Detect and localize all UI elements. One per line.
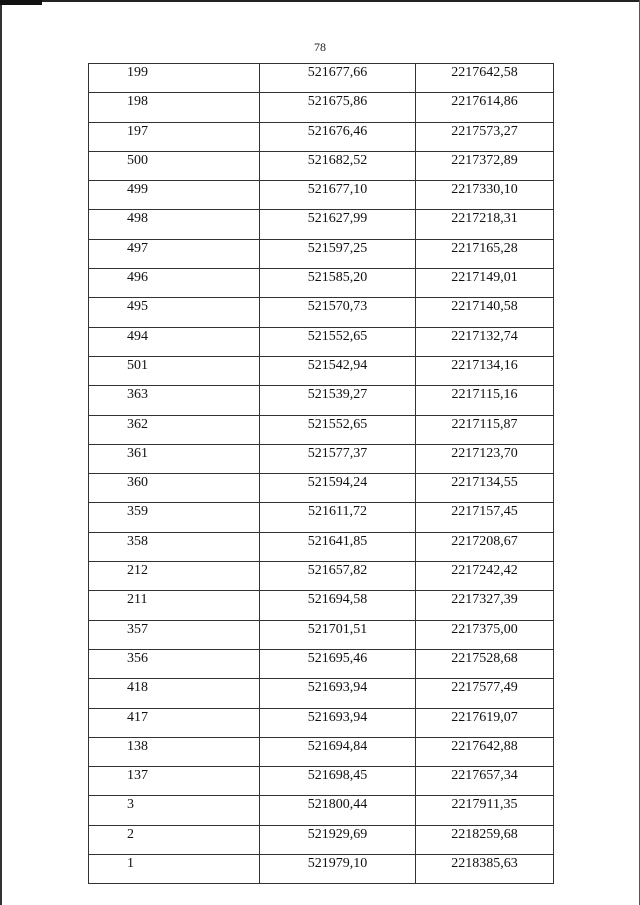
y-coordinate-cell: 2217157,45 bbox=[416, 503, 554, 532]
point-number-cell: 361 bbox=[89, 444, 260, 473]
point-number-cell: 499 bbox=[89, 181, 260, 210]
table-row bbox=[89, 210, 554, 239]
point-number-cell: 498 bbox=[89, 210, 260, 239]
x-coordinate-cell: 521552,65 bbox=[260, 415, 416, 444]
table-row bbox=[89, 93, 554, 122]
y-coordinate-cell: 2217208,67 bbox=[416, 532, 554, 561]
table-row bbox=[89, 562, 554, 591]
y-coordinate-cell: 2217573,27 bbox=[416, 122, 554, 151]
table-row bbox=[89, 708, 554, 737]
coordinates-table-body bbox=[89, 64, 554, 884]
y-coordinate-cell: 2217657,34 bbox=[416, 767, 554, 796]
x-coordinate-cell: 521677,10 bbox=[260, 181, 416, 210]
x-coordinate-cell: 521695,46 bbox=[260, 649, 416, 678]
point-number-cell: 417 bbox=[89, 708, 260, 737]
point-number-cell: 494 bbox=[89, 327, 260, 356]
table-row bbox=[89, 122, 554, 151]
y-coordinate-cell: 2217115,87 bbox=[416, 415, 554, 444]
y-coordinate-cell: 2217123,70 bbox=[416, 444, 554, 473]
x-coordinate-cell: 521594,24 bbox=[260, 474, 416, 503]
point-number-cell: 360 bbox=[89, 474, 260, 503]
y-coordinate-cell: 2217140,58 bbox=[416, 298, 554, 327]
table-row bbox=[89, 356, 554, 385]
x-coordinate-cell: 521800,44 bbox=[260, 796, 416, 825]
table-row bbox=[89, 474, 554, 503]
table-row bbox=[89, 269, 554, 298]
y-coordinate-cell: 2218385,63 bbox=[416, 855, 554, 884]
y-coordinate-cell: 2217134,55 bbox=[416, 474, 554, 503]
x-coordinate-cell: 521611,72 bbox=[260, 503, 416, 532]
table-row bbox=[89, 532, 554, 561]
page-top-edge bbox=[0, 0, 640, 2]
table-row bbox=[89, 591, 554, 620]
x-coordinate-cell: 521657,82 bbox=[260, 562, 416, 591]
x-coordinate-cell: 521979,10 bbox=[260, 855, 416, 884]
x-coordinate-cell: 521701,51 bbox=[260, 620, 416, 649]
y-coordinate-cell: 2217528,68 bbox=[416, 649, 554, 678]
point-number-cell: 496 bbox=[89, 269, 260, 298]
table-row bbox=[89, 796, 554, 825]
point-number-cell: 211 bbox=[89, 591, 260, 620]
x-coordinate-cell: 521542,94 bbox=[260, 356, 416, 385]
x-coordinate-cell: 521597,25 bbox=[260, 239, 416, 268]
point-number-cell: 137 bbox=[89, 767, 260, 796]
point-number-cell: 138 bbox=[89, 737, 260, 766]
page-number: 78 bbox=[314, 40, 326, 54]
x-coordinate-cell: 521577,37 bbox=[260, 444, 416, 473]
y-coordinate-cell: 2217375,00 bbox=[416, 620, 554, 649]
y-coordinate-cell: 2217327,39 bbox=[416, 591, 554, 620]
x-coordinate-cell: 521552,65 bbox=[260, 327, 416, 356]
y-coordinate-cell: 2217218,31 bbox=[416, 210, 554, 239]
y-coordinate-cell: 2217134,16 bbox=[416, 356, 554, 385]
x-coordinate-cell: 521675,86 bbox=[260, 93, 416, 122]
point-number-cell: 500 bbox=[89, 151, 260, 180]
table-row bbox=[89, 620, 554, 649]
point-number-cell: 2 bbox=[89, 825, 260, 854]
x-coordinate-cell: 521694,58 bbox=[260, 591, 416, 620]
page-left-edge bbox=[0, 0, 2, 905]
x-coordinate-cell: 521682,52 bbox=[260, 151, 416, 180]
point-number-cell: 497 bbox=[89, 239, 260, 268]
y-coordinate-cell: 2217642,88 bbox=[416, 737, 554, 766]
point-number-cell: 212 bbox=[89, 562, 260, 591]
point-number-cell: 1 bbox=[89, 855, 260, 884]
y-coordinate-cell: 2217149,01 bbox=[416, 269, 554, 298]
x-coordinate-cell: 521627,99 bbox=[260, 210, 416, 239]
y-coordinate-cell: 2217115,16 bbox=[416, 386, 554, 415]
table-row bbox=[89, 181, 554, 210]
point-number-cell: 358 bbox=[89, 532, 260, 561]
x-coordinate-cell: 521693,94 bbox=[260, 679, 416, 708]
table-row bbox=[89, 386, 554, 415]
x-coordinate-cell: 521694,84 bbox=[260, 737, 416, 766]
y-coordinate-cell: 2217330,10 bbox=[416, 181, 554, 210]
x-coordinate-cell: 521698,45 bbox=[260, 767, 416, 796]
point-number-cell: 359 bbox=[89, 503, 260, 532]
point-number-cell: 199 bbox=[89, 64, 260, 93]
scan-corner-mark bbox=[0, 0, 42, 5]
table-row bbox=[89, 767, 554, 796]
table-row bbox=[89, 151, 554, 180]
point-number-cell: 362 bbox=[89, 415, 260, 444]
y-coordinate-cell: 2217911,35 bbox=[416, 796, 554, 825]
point-number-cell: 197 bbox=[89, 122, 260, 151]
table-row bbox=[89, 825, 554, 854]
y-coordinate-cell: 2217642,58 bbox=[416, 64, 554, 93]
x-coordinate-cell: 521676,46 bbox=[260, 122, 416, 151]
point-number-cell: 418 bbox=[89, 679, 260, 708]
coordinates-table bbox=[88, 63, 554, 884]
table-row bbox=[89, 503, 554, 532]
table-row bbox=[89, 855, 554, 884]
x-coordinate-cell: 521677,66 bbox=[260, 64, 416, 93]
y-coordinate-cell: 2218259,68 bbox=[416, 825, 554, 854]
table-row bbox=[89, 298, 554, 327]
y-coordinate-cell: 2217619,07 bbox=[416, 708, 554, 737]
x-coordinate-cell: 521539,27 bbox=[260, 386, 416, 415]
table-row bbox=[89, 239, 554, 268]
table-row bbox=[89, 415, 554, 444]
x-coordinate-cell: 521570,73 bbox=[260, 298, 416, 327]
point-number-cell: 198 bbox=[89, 93, 260, 122]
table-row bbox=[89, 679, 554, 708]
x-coordinate-cell: 521641,85 bbox=[260, 532, 416, 561]
point-number-cell: 363 bbox=[89, 386, 260, 415]
point-number-cell: 495 bbox=[89, 298, 260, 327]
table-row bbox=[89, 64, 554, 93]
y-coordinate-cell: 2217577,49 bbox=[416, 679, 554, 708]
table-row bbox=[89, 327, 554, 356]
table-row bbox=[89, 649, 554, 678]
table-row bbox=[89, 737, 554, 766]
x-coordinate-cell: 521929,69 bbox=[260, 825, 416, 854]
y-coordinate-cell: 2217242,42 bbox=[416, 562, 554, 591]
point-number-cell: 3 bbox=[89, 796, 260, 825]
y-coordinate-cell: 2217614,86 bbox=[416, 93, 554, 122]
x-coordinate-cell: 521693,94 bbox=[260, 708, 416, 737]
point-number-cell: 357 bbox=[89, 620, 260, 649]
point-number-cell: 356 bbox=[89, 649, 260, 678]
y-coordinate-cell: 2217132,74 bbox=[416, 327, 554, 356]
point-number-cell: 501 bbox=[89, 356, 260, 385]
x-coordinate-cell: 521585,20 bbox=[260, 269, 416, 298]
y-coordinate-cell: 2217165,28 bbox=[416, 239, 554, 268]
y-coordinate-cell: 2217372,89 bbox=[416, 151, 554, 180]
table-row bbox=[89, 444, 554, 473]
